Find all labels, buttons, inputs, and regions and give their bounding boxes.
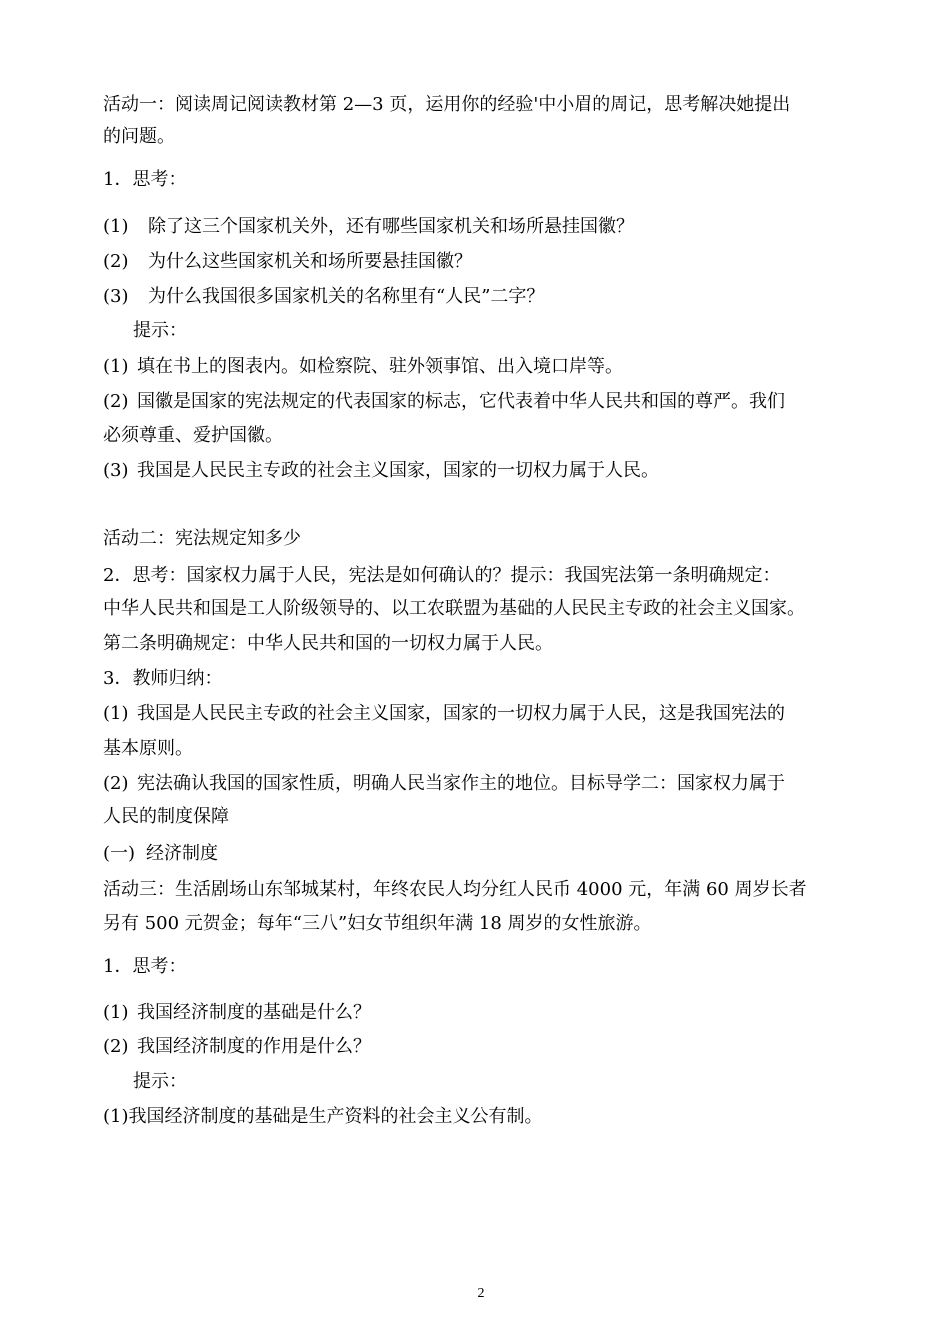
activity1-question-3	[103, 286, 544, 308]
activity1-question-1	[103, 216, 634, 238]
list-text: 填在书上的图表内。如检察院、驻外领事馆、出入境口岸等。	[137, 356, 623, 377]
activity1-line1: 活动一：阅读周记阅读教材第 2—3 页，运用你的经验'中小眉的周记，思考解决她提出	[103, 94, 791, 115]
activity2-summary-1	[103, 703, 785, 725]
activity1-hint-2-cont: 必须尊重、爱护国徽。	[103, 425, 283, 446]
list-number: (2)	[103, 391, 129, 412]
activity3-line2: 另有 500 元贺金；每年“三八”妇女节组织年满 18 周岁的女性旅游。	[103, 913, 652, 934]
activity2-summary-1-cont: 基本原则。	[103, 738, 193, 759]
page-number: 2	[477, 1286, 485, 1301]
activity2-line2: 中华人民共和国是工人阶级领导的、以工农联盟为基础的人民民主专政的社会主义国家。	[103, 598, 805, 619]
activity1-hint-3	[103, 460, 659, 482]
list-text: 我国经济制度的基础是什么？	[137, 1002, 371, 1023]
list-text: 我国经济制度的作用是什么？	[137, 1036, 371, 1057]
activity2-summary-2-cont: 人民的制度保障	[103, 806, 229, 827]
activity3-question-2	[103, 1036, 371, 1058]
section-text: 经济制度	[146, 843, 218, 864]
activity2-title: 活动二：宪法规定知多少	[103, 528, 301, 549]
activity1-hint-label: 提示：	[133, 320, 187, 341]
list-number: (3)	[103, 460, 129, 481]
activity3-answer-1: (1)我国经济制度的基础是生产资料的社会主义公有制。	[103, 1106, 543, 1127]
list-text: 除了这三个国家机关外，还有哪些国家机关和场所悬挂国徽？	[148, 216, 634, 237]
activity2-summary-2	[103, 773, 785, 795]
list-text: 国徽是国家的宪法规定的代表国家的标志，它代表着中华人民共和国的尊严。我们	[137, 391, 785, 412]
list-number: (2)	[103, 1036, 129, 1057]
activity1-hint-1	[103, 356, 623, 378]
activity2-summary-heading: 3．教师归纳：	[103, 668, 223, 689]
section-number: (一)	[103, 843, 136, 864]
list-number: (1)	[103, 356, 129, 377]
list-number: (1)	[103, 703, 129, 724]
section-heading-economic-system	[103, 843, 218, 865]
list-number: (2)	[103, 773, 129, 794]
list-number: (1)	[103, 216, 129, 237]
list-number: (3)	[103, 286, 129, 307]
activity1-question-2	[103, 251, 472, 273]
activity1-hint-2	[103, 391, 785, 413]
activity1-line2: 的问题。	[103, 126, 175, 147]
activity3-think-heading: 1．思考：	[103, 956, 187, 977]
activity1-think-heading: 1．思考：	[103, 169, 187, 190]
activity3-line1: 活动三：生活剧场山东邹城某村，年终农民人均分红人民币 4000 元，年满 60 周岁长者	[103, 879, 807, 900]
list-number: (2)	[103, 251, 129, 272]
list-text: 我国是人民民主专政的社会主义国家，国家的一切权力属于人民，这是我国宪法的	[137, 703, 785, 724]
activity2-line3: 第二条明确规定：中华人民共和国的一切权力属于人民。	[103, 633, 553, 654]
list-text: 宪法确认我国的国家性质，明确人民当家作主的地位。目标导学二：国家权力属于	[137, 773, 785, 794]
activity3-question-1	[103, 1002, 371, 1024]
list-text: 我国是人民民主专政的社会主义国家，国家的一切权力属于人民。	[137, 460, 659, 481]
list-text: 为什么我国很多国家机关的名称里有“人民”二字？	[148, 286, 545, 307]
list-text: 为什么这些国家机关和场所要悬挂国徽？	[148, 251, 472, 272]
activity3-hint-label: 提示：	[133, 1071, 187, 1092]
list-number: (1)	[103, 1002, 129, 1023]
activity2-line1: 2．思考：国家权力属于人民，宪法是如何确认的？提示：我国宪法第一条明确规定：	[103, 565, 781, 586]
